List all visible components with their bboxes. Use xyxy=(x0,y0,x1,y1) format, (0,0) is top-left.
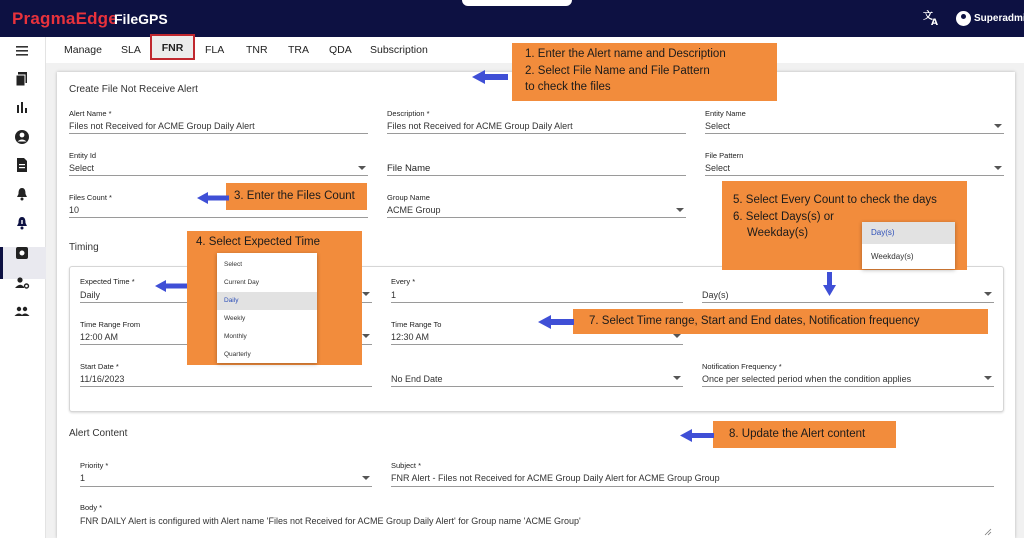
every-unit-dropdown-icon[interactable] xyxy=(984,292,992,296)
file-name-input[interactable]: File Name xyxy=(387,163,431,174)
notification-frequency-dropdown-icon[interactable] xyxy=(984,376,992,380)
start-date-input[interactable]: 11/16/2023 xyxy=(80,374,125,384)
time-range-to-underline xyxy=(391,344,683,345)
entity-name-select[interactable]: Select xyxy=(705,121,731,131)
callout-5-line-1: 5. Select Every Count to check the days xyxy=(733,194,937,206)
expected-time-select[interactable]: Daily xyxy=(80,290,101,300)
priority-dropdown-icon[interactable] xyxy=(362,476,370,480)
files-icon[interactable] xyxy=(14,71,30,87)
files-count-underline xyxy=(69,217,368,218)
callout-3-text: 3. Enter the Files Count xyxy=(234,190,355,202)
subject-underline xyxy=(391,486,994,487)
callout-expected-time-text: 4. Select Expected Time xyxy=(196,236,321,248)
every-input[interactable]: 1 xyxy=(391,290,397,300)
end-date-underline xyxy=(391,386,683,387)
priority-label: Priority * xyxy=(80,461,109,470)
tab-manage[interactable]: Manage xyxy=(64,44,102,56)
callout-time-range xyxy=(573,309,988,334)
notification-frequency-underline xyxy=(702,386,994,387)
priority-select[interactable]: 1 xyxy=(80,473,86,483)
option-quarterly[interactable]: Quarterly xyxy=(224,351,251,358)
subject-input[interactable]: FNR Alert - Files not Received for ACME Group Daily Alert for ACME Group Group xyxy=(391,473,720,483)
time-range-to-label: Time Range To xyxy=(391,320,442,329)
file-pattern-dropdown-icon[interactable] xyxy=(994,166,1002,170)
callout-5-line-3: Weekday(s) xyxy=(747,227,809,240)
option-current-day[interactable]: Current Day xyxy=(224,279,260,286)
body-label: Body * xyxy=(80,503,103,512)
user-settings-icon[interactable] xyxy=(14,275,30,291)
alert-name-label: Alert Name * xyxy=(69,109,112,118)
notification-frequency-label: Notification Frequency * xyxy=(702,362,782,371)
description-underline xyxy=(387,133,686,134)
top-bar xyxy=(0,0,1032,37)
option-monthly[interactable]: Monthly xyxy=(224,333,247,340)
file-pattern-select[interactable]: Select xyxy=(705,163,731,173)
tab-sla[interactable]: SLA xyxy=(121,44,141,56)
group-name-select[interactable]: ACME Group xyxy=(387,205,441,215)
group-name-dropdown-icon[interactable] xyxy=(676,208,684,212)
menu-icon[interactable] xyxy=(14,43,30,59)
expected-time-dropdown-icon[interactable] xyxy=(362,292,370,296)
every-unit-select[interactable]: Day(s) xyxy=(702,290,729,300)
group-icon[interactable] xyxy=(14,303,30,319)
notification-frequency-select[interactable]: Once per selected period when the condition applies xyxy=(702,374,912,384)
alert-content-title: Alert Content xyxy=(69,428,128,439)
product-name: FileGPS xyxy=(114,11,168,27)
file-name-underline xyxy=(387,175,686,176)
entity-id-select[interactable]: Select xyxy=(69,163,95,173)
tab-tnr[interactable]: TNR xyxy=(246,44,268,56)
entity-id-dropdown-icon[interactable] xyxy=(358,166,366,170)
callout-alert-name xyxy=(512,43,777,101)
start-date-underline xyxy=(80,386,372,387)
alert-name-input[interactable]: Files not Received for ACME Group Daily Alert xyxy=(69,121,255,131)
tab-fla[interactable]: FLA xyxy=(205,44,225,56)
expected-time-options xyxy=(217,253,317,363)
group-name-underline xyxy=(387,217,686,218)
callout-files-count xyxy=(226,183,367,210)
option-days[interactable]: Day(s) xyxy=(862,222,955,244)
arrow-icon xyxy=(472,70,508,84)
option-weekly[interactable]: Weekly xyxy=(224,315,246,322)
end-date-dropdown-icon[interactable] xyxy=(673,376,681,380)
tab-subscription[interactable]: Subscription xyxy=(370,44,428,56)
callout-8-text: 8. Update the Alert content xyxy=(729,428,866,440)
arrow-icon xyxy=(823,272,836,296)
form-title: Create File Not Receive Alert xyxy=(69,84,198,95)
arrow-icon xyxy=(155,280,187,292)
description-input[interactable]: Files not Received for ACME Group Daily Alert xyxy=(387,121,573,131)
resize-handle-icon[interactable] xyxy=(984,528,992,536)
description-label: Description * xyxy=(387,109,430,118)
expected-time-label: Expected Time * xyxy=(80,277,135,286)
callout-1-line-2: 2. Select File Name and File Pattern xyxy=(525,64,710,77)
account-icon[interactable] xyxy=(956,11,971,26)
files-count-input[interactable]: 10 xyxy=(69,205,80,215)
group-name-label: Group Name xyxy=(387,193,430,202)
arrow-icon xyxy=(197,192,229,204)
every-unit-options xyxy=(862,222,955,269)
time-range-to-select[interactable]: 12:30 AM xyxy=(391,332,430,342)
callout-1-line-3: to check the files xyxy=(525,81,611,94)
sidebar xyxy=(0,37,46,538)
tab-qda[interactable]: QDA xyxy=(329,44,352,56)
entity-name-dropdown-icon[interactable] xyxy=(994,124,1002,128)
every-unit-underline xyxy=(702,302,994,303)
document-icon[interactable] xyxy=(14,157,30,173)
settings-box-icon[interactable] xyxy=(14,245,30,261)
time-range-from-dropdown-icon[interactable] xyxy=(362,334,370,338)
priority-underline xyxy=(80,486,372,487)
callout-7-text: 7. Select Time range, Start and End dates, Notification frequency xyxy=(589,315,920,327)
body-textarea[interactable]: FNR DAILY Alert is configured with Alert name 'Files not Received for ACME Group Daily Alert' for Group name 'ACME Group' xyxy=(80,516,581,526)
arrow-icon xyxy=(680,429,714,442)
alert-name-underline xyxy=(69,133,368,134)
every-underline xyxy=(391,302,683,303)
end-date-select[interactable]: No End Date xyxy=(391,374,443,384)
translate-icon[interactable] xyxy=(922,9,940,27)
callout-5-line-2: 6. Select Days(s) or xyxy=(733,210,834,223)
time-range-to-dropdown-icon[interactable] xyxy=(673,334,681,338)
callout-1-line-1: 1. Enter the Alert name and Description xyxy=(525,48,726,60)
file-pattern-underline xyxy=(705,175,1004,176)
option-weekdays[interactable]: Weekday(s) xyxy=(871,252,914,261)
files-count-label: Files Count * xyxy=(69,193,112,202)
tab-tra[interactable]: TRA xyxy=(288,44,309,56)
entity-id-label: Entity Id xyxy=(69,151,97,160)
start-date-label: Start Date * xyxy=(80,362,119,371)
username[interactable]: Superadmin xyxy=(974,13,1032,24)
option-select[interactable]: Select xyxy=(224,261,243,268)
timing-title: Timing xyxy=(69,242,99,253)
user-circle-icon[interactable] xyxy=(14,129,30,145)
brand-logo[interactable]: PragmaEdge xyxy=(12,9,118,28)
time-range-from-select[interactable]: 12:00 AM xyxy=(80,332,119,342)
option-daily[interactable]: Daily xyxy=(217,292,317,310)
every-label: Every * xyxy=(391,277,416,286)
file-pattern-label: File Pattern xyxy=(705,151,744,160)
tab-fnr[interactable]: FNR xyxy=(150,34,195,60)
svg-text:A: A xyxy=(931,18,938,28)
alert-bell-icon[interactable] xyxy=(14,215,30,231)
entity-id-underline xyxy=(69,175,368,176)
entity-name-label: Entity Name xyxy=(705,109,746,118)
time-range-from-label: Time Range From xyxy=(80,320,141,329)
bar-chart-icon[interactable] xyxy=(14,99,30,115)
callout-alert-content xyxy=(713,421,896,448)
arrow-icon xyxy=(538,315,574,329)
subject-label: Subject * xyxy=(391,461,422,470)
entity-name-underline xyxy=(705,133,1004,134)
notification-icon[interactable] xyxy=(14,186,30,202)
svg-text:文: 文 xyxy=(923,11,933,22)
top-bar-indicator xyxy=(462,0,572,6)
